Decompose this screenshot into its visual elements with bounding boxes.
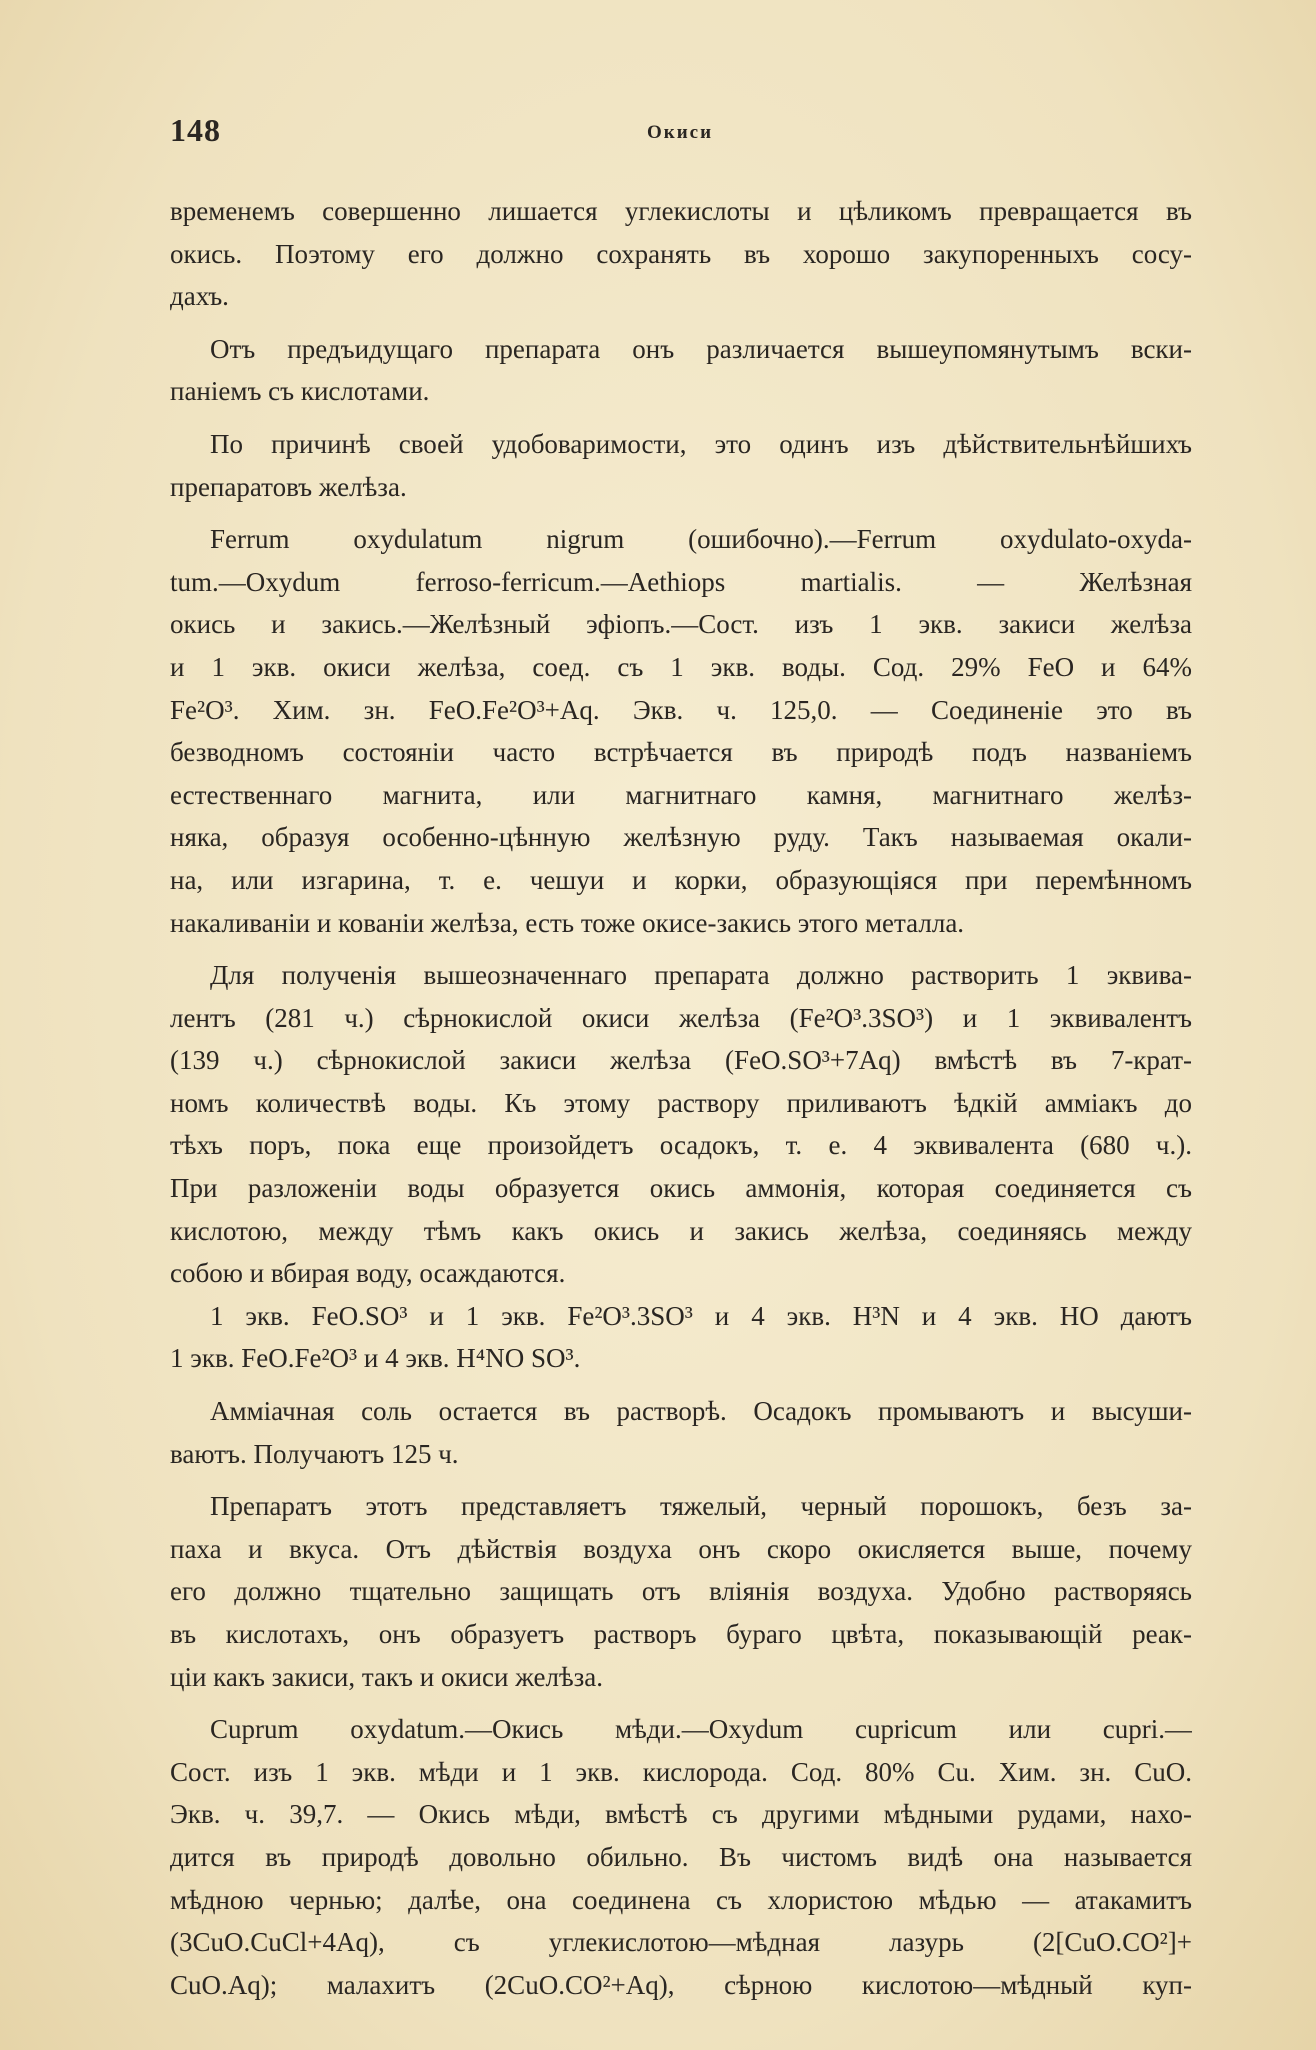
running-head: Окиси bbox=[646, 122, 714, 143]
text-line: накаливаніи и кованіи желѣза, есть тоже окисе-закись этого металла. bbox=[170, 907, 965, 938]
text-line: ціи какъ закиси, такъ и окиси желѣза. bbox=[170, 1661, 604, 1692]
text-line: Для полученія вышеозначеннаго препарата должно растворить 1 эквива- bbox=[210, 960, 1192, 991]
text-line: окись и закись.—Желѣзный эфіопъ.—Сост. изъ 1 экв. закиси желѣза bbox=[170, 609, 1192, 640]
text-line: (3CuO.CuCl+4Aq), съ углекислотою—мѣдная лазурь (2[CuO.CO²]+ bbox=[170, 1927, 1192, 1958]
text-line: Fe²O³. Хим. зн. FeO.Fe²O³+Aq. Экв. ч. 125,0. — Соединеніе это въ bbox=[170, 694, 1192, 725]
text-line: паха и вкуса. Отъ дѣйствія воздуха онъ скоро окисляется выше, почему bbox=[170, 1533, 1192, 1564]
text-line: няка, образуя особенно-цѣнную желѣзную руду. Такъ называемая окали- bbox=[170, 822, 1192, 853]
text-line: CuO.Aq); малахитъ (2CuO.CO²+Aq), сѣрною кислотою—мѣдный куп- bbox=[170, 1969, 1192, 2000]
text-line: 1 экв. FeO.Fe²O³ и 4 экв. H⁴NO SO³. bbox=[170, 1343, 581, 1374]
text-line: дится въ природѣ довольно обильно. Въ чистомъ видѣ она называется bbox=[170, 1841, 1192, 1872]
text-line: Амміачная соль остается въ растворѣ. Осадокъ промываютъ и высуши- bbox=[210, 1396, 1192, 1427]
text-line: Препаратъ этотъ представляетъ тяжелый, черный порошокъ, безъ за- bbox=[210, 1491, 1192, 1522]
body-text bbox=[170, 190, 1192, 2006]
text-line: мѣдною чернью; далѣе, она соединена съ хлористою мѣдью — атакамитъ bbox=[170, 1884, 1192, 1915]
text-line: тѣхъ поръ, пока еще произойдетъ осадокъ, т. е. 4 эквивалента (680 ч.). bbox=[170, 1130, 1192, 1161]
page-header bbox=[170, 112, 1190, 152]
text-line: лентъ (281 ч.) сѣрнокислой окиси желѣза (Fe²O³.3SO³) и 1 эквивалентъ bbox=[170, 1002, 1192, 1033]
text-line: Сост. изъ 1 экв. мѣди и 1 экв. кислорода. Сод. 80% Cu. Хим. зн. CuO. bbox=[170, 1756, 1192, 1787]
text-line: естественнаго магнита, или магнитнаго камня, магнитнаго желѣз- bbox=[170, 779, 1192, 810]
text-line: собою и вбирая воду, осаждаются. bbox=[170, 1258, 566, 1289]
text-line: паніемъ съ кислотами. bbox=[170, 376, 430, 407]
text-line: безводномъ состояніи часто встрѣчается въ природѣ подъ названіемъ bbox=[170, 737, 1192, 768]
text-line: на, или изгарина, т. е. чешуи и корки, образующіяся при перемѣнномъ bbox=[170, 864, 1192, 895]
text-line: окись. Поэтому его должно сохранять въ хорошо закупоренныхъ сосу- bbox=[170, 238, 1192, 269]
text-line: и 1 экв. окиси желѣза, соед. съ 1 экв. воды. Сод. 29% FeO и 64% bbox=[170, 651, 1192, 682]
text-line: 1 экв. FeO.SO³ и 1 экв. Fe²O³.3SO³ и 4 экв. H³N и 4 экв. HO даютъ bbox=[210, 1300, 1192, 1331]
page-number: 148 bbox=[170, 112, 221, 148]
text-line: номъ количествѣ воды. Къ этому раствору приливаютъ ѣдкій амміакъ до bbox=[170, 1087, 1192, 1118]
text-line: дахъ. bbox=[170, 281, 229, 312]
text-line: Экв. ч. 39,7. — Окись мѣди, вмѣстѣ съ другими мѣдными рудами, нахо- bbox=[170, 1799, 1192, 1830]
text-line: его должно тщательно защищать отъ вліянія воздуха. Удобно растворяясь bbox=[170, 1576, 1192, 1607]
text-line: Cuprum oxydatum.—Окись мѣди.—Oxydum cupricum или cupri.— bbox=[210, 1714, 1192, 1745]
text-line: По причинѣ своей удобоваримости, это одинъ изъ дѣйствительнѣйшихъ bbox=[210, 428, 1192, 459]
text-line: (139 ч.) сѣрнокислой закиси желѣза (FeO.SO³+7Aq) вмѣстѣ въ 7-крат- bbox=[170, 1045, 1192, 1076]
text-line: Ferrum oxydulatum nigrum (ошибочно).—Ferrum oxydulato-oxyda- bbox=[210, 524, 1192, 555]
text-line: Отъ предъидущаго препарата онъ различается вышеупомянутымъ вски- bbox=[210, 333, 1192, 364]
text-line: кислотою, между тѣмъ какъ окись и закись желѣза, соединяясь между bbox=[170, 1215, 1192, 1246]
text-line: препаратовъ желѣза. bbox=[170, 471, 407, 502]
text-line: tum.—Oxydum ferroso-ferricum.—Aethiops martialis. — Желѣзная bbox=[170, 566, 1192, 597]
text-line: ваютъ. Получаютъ 125 ч. bbox=[170, 1438, 459, 1469]
text-line: временемъ совершенно лишается углекислоты и цѣликомъ превращается въ bbox=[170, 196, 1192, 226]
text-line: При разложеніи воды образуется окись аммонія, которая соединяется съ bbox=[170, 1173, 1192, 1204]
text-line: въ кислотахъ, онъ образуетъ растворъ бураго цвѣта, показывающій реак- bbox=[170, 1619, 1192, 1649]
